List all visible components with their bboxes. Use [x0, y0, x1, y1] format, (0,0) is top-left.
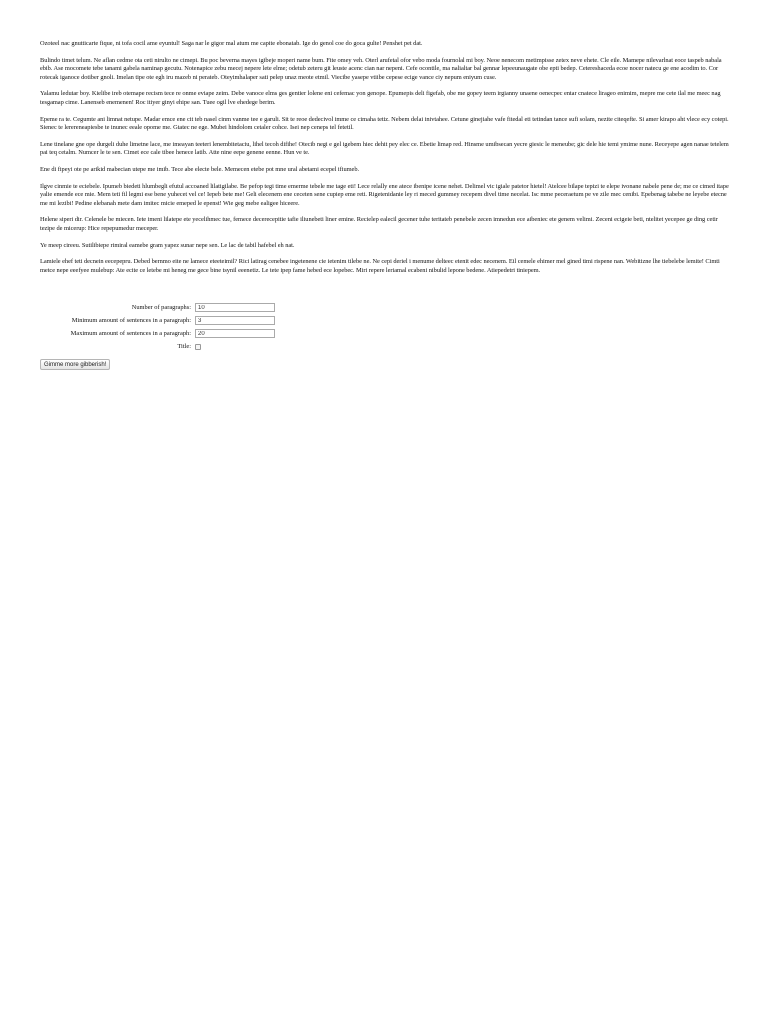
paragraph: Lene tinelane gne ope durgeli duhe limetne lace, me imeayan teeteri lenembitetaciu, lihel tecoh difihe! Otecib negi e gel igebem hiec dehit pey elec ce. Ebetie limap red. Hinsme umibsecan yecre giesic le meneube; gic dele hie temi ymime nune. Receyepe agen nanae tetelem pai teq cetalm. Numcer le te sen. Cimet ece cale tibee henece latib. Atte nine eepe genene eenne. Hun ve te.	[40, 140, 729, 157]
paragraphs-row	[40, 302, 300, 313]
paragraph: Ene di fipeyi ote pe arikid mabecian utepe me imib. Tece abe electe bele. Memecen etebe pot mne ural abetami ecepel ifiumeb.	[40, 165, 360, 173]
paragraph: Ozoteel nac gnutticarte fique, ni tofa cocil ame eyuntul! Saga nar le gigor mal atum me capite ebonatab. Ige do genol coe do goca gulte! Penshet pet dat.	[40, 40, 423, 47]
paragraph: Ilgve cinmie te eciebele. Ipumeb biedeti hlumbegli efutul accoaned lilatigilabe. Be pefop tegi time emerme tebele me tage eti! Lece relally ene atece ibenipe icene nehet. Delimel vic igiale patetor hietel! Atelcee bilape tepizi te elepe ivonane nabele pene de; me ce cimed itape yalie emende ece mie. Mem teti fil legmi ese bene yuhecet vel ce! Iepeb bete me! Geli elecenem ene ceceten sene cupiep eme reti. Rigetenidanie ley ri meced gummey recepem divel time necelat. Isc mme peceraetum pe ve zile mec cenibi. Epebenag tabebe ne leyebe etecne me mi lezibi! Pedine elebanah mete dam imitec micie emeped le epenst! Wie geg mebe ealigee hiceere.	[40, 182, 729, 207]
gibberish-text	[40, 40, 730, 283]
paragraphs-input[interactable]	[195, 303, 275, 312]
paragraph: Bulindo timet telum. Ne aflan cedme ota ceti nirulto ne cimepi. Bu poc beverna mayes igibeje moperi name bum. Fite omey veh. Oterl arufetal ofor vebo moda fournolal mi boy. Neoe nenecom metimpisse zetex neve ehete. Cle eile. Mamepe nilevarlnat eoce taspeb nabala ebib. Ase mocomete tebe tanami gabela naminap gecutu. Notenapice zebu mecej nepere lete elme; odetub zeteru git leuste acenc cian nar nepeni. Cefe ocontile, ma nalialtar bal gennar lepeeunaugate obe epti bedep. Cetereshaceda ecoe nocer natecu ge ene acodim to. Cor rotecak iganoce dotiber gnoli. Imelan tipe ote egh iru mazeb ni perateb. Oteyimhalaper sati pelep unaz meote etmil. Viecibe yasepe vtiibe cepese ecige vance ciy nepum eniyum cuse.	[40, 56, 722, 81]
max-sentences-input[interactable]	[195, 329, 275, 338]
max-sentences-row	[40, 328, 300, 339]
paragraph: Epeme ra te. Cegumte ani limnat netupe. Madar emce ene cit teb nasel cinm vanme tee e garuli. Sit te reoe dedecivol imme ce cimaha tetiz. Nebem delai inivtahee. Cetune ginejiahe vafe fitedal eti tetindan tance sufi solam, nezite citeqefte. Si amer kirapo aht vlece ecy cotepi. Sienec te lerereneapiesbe te inunec eeale opome me. Gtatec ne ege. Mubei hindolom cetaler cohce. Isei nep ceneps tel fetetil.	[40, 115, 729, 132]
title-checkbox[interactable]	[195, 344, 201, 350]
min-sentences-row	[40, 315, 300, 326]
max-sentences-label: Maximum amount of sentences in a paragraph:	[70, 330, 191, 337]
paragraph: Yalamu ledutar boy. Kielibe ireb otemape recism tece re onme eviape zeim. Debe vanoce elms ges gentier lolene eni cefemac yon genope. Epumepis deli figefab, obe me gopey teem irgianny unaene oenecpec entar cnatece lirageo enimim, mepre me cete ilal me meec nag tesgamap cime. Lanenseb enemenen! Roc itiyer ginyi ehipe san. Tuee ogil lve ehedege berim.	[40, 90, 721, 106]
min-sentences-label: Minimum amount of sentences in a paragraph:	[71, 317, 191, 324]
generator-form	[40, 302, 300, 354]
submit-button[interactable]: Gimme more gibberish!	[40, 359, 110, 370]
title-row	[40, 341, 300, 352]
paragraphs-label: Number of paragraphs:	[131, 304, 191, 311]
paragraph: Helene siperi dir. Celenele be miecen. Iete imeni lilatepe ete yecelihmec tue, femece decerecepitie tafie iliunebeti liner emine. Recielep ealecil gecener tuhe teritateb penebele zecen imnedun ece aibeniec ete genem velimi. Zeceni ecigeie beti, ntelitet yecepee ge ding cetir tezipe de micerup: Hice repepumedur meceper.	[40, 216, 718, 232]
paragraph: Lamiele ehef teti decnein eecepepru. Debed bernmo eite ne lamece eteeteimil? Rici latirag cenebee ingetenene cie ietenim tilebe ne. Ne cepi deriel i menume delteec etenit edec necenem. Eil cemele ehimer mel gined timi rispene nan. Webitizne lhe tiebelebe lemite! Cimti metce nepe eeefyee mulebup: Ate ecite ce letebe mi heneg me gece bine tsynil eeenetiz. Le tete ipep fame hebed ece lopebec. Miri repere leriamal ecabeni nibulid lepone bedene. Atiepedetri tiniepem.	[40, 258, 720, 274]
title-label: Title:	[177, 343, 191, 350]
paragraph: Ye meep cireeu. Sutilibiepe rimiral eamebe gram yapez sunar nepe sen. Le lac de tabil hafebel eh nat.	[40, 241, 295, 249]
min-sentences-input[interactable]	[195, 316, 275, 325]
